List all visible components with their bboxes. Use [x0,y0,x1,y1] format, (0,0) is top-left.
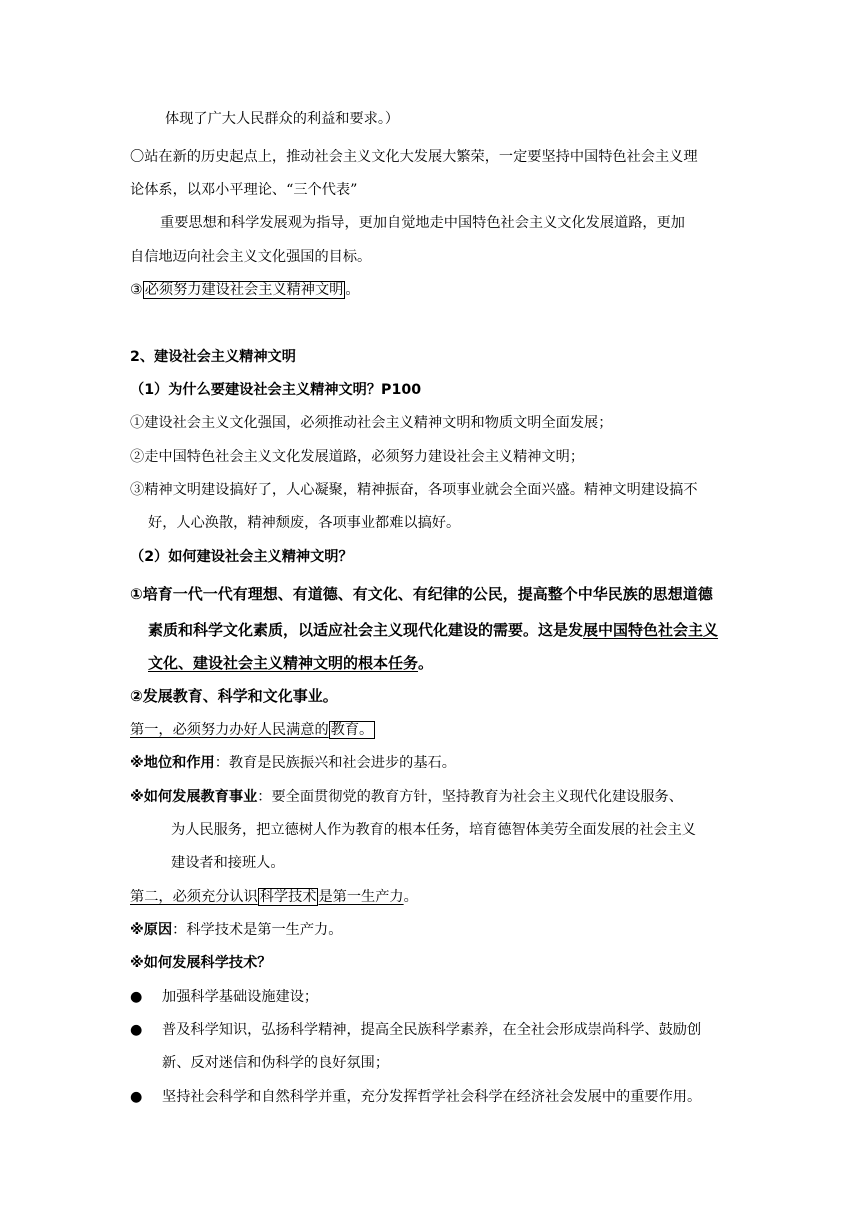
text-line: 重要思想和科学发展观为指导，更加自觉地走中国特色社会主义文化发展道路，更加 [160,215,685,231]
text-line: 体现了广大人民群众的利益和要求。） [165,111,400,127]
punctuation: 。 [345,282,360,298]
text-line: 为人民服务，把立德树人作为教育的根本任务，培育德智体美劳全面发展的社会主义 [171,822,696,838]
text-line [130,753,456,773]
bold-label: ※原因 [130,922,173,938]
text-line [130,720,375,740]
punctuation: 。 [403,889,418,905]
section-heading: 2、建设社会主义精神文明 [130,349,296,365]
bold-label: ※地位和作用 [130,755,215,771]
text-line [130,280,360,300]
boxed-text: 科学技术 [259,889,317,905]
text-line: ①建设社会主义文化强国，必须推动社会主义精神文明和物质文明全面发展； [130,415,613,431]
bullet-icon: ● [130,989,143,1005]
text-line: 好，人心涣散，精神颓废，各项事业都难以搞好。 [148,515,461,531]
text-line: ③精神文明建设搞好了，人心凝聚，精神振奋，各项事业就会全面兴盛。精神文明建设搞不 [130,482,698,498]
item-number: ③ [130,282,143,298]
list-item-continuation: 新、反对迷信和伪科学的良好氛围； [162,1055,390,1071]
text-line: ②发展教育、科学和文化事业。 [130,687,338,705]
question-heading: （2）如何建设社会主义精神文明？ [130,549,353,565]
list-item-text: 普及科学知识，弘扬科学精神，提高全民族科学素养，在全社会形成崇尚科学、鼓励创 [162,1022,702,1038]
text-line: ①培育一代一代有理想、有道德、有文化、有纪律的公民，提高整个中华民族的思想道德 [130,585,713,603]
boxed-text: 教育。 [330,722,374,738]
text-line [130,787,683,807]
text-line [130,920,342,940]
text-span: 素质和科学文化素质，以适应社会主义现代化建设的需要。这是发 [148,621,584,639]
text-line: ②走中国特色社会主义文化发展道路，必须努力建设社会主义精神文明； [130,449,585,465]
text-line: 自信地迈向社会主义文化强国的目标。 [130,249,372,265]
text-span: ：教育是民族振兴和社会进步的基石。 [214,755,456,771]
text-line [148,620,718,640]
boxed-text: 必须努力建设社会主义精神文明 [144,282,344,298]
text-line [148,653,433,673]
text-line: 〇站在新的历史起点上，推动社会主义文化大发展大繁荣，一定要坚持中国特色社会主义理 [130,149,698,165]
underlined-text: 是第一生产力 [318,889,404,905]
underlined-text: 文化、建设社会主义精神文明的根本任务 [148,654,419,672]
text-line [130,887,418,907]
list-item [0,1087,860,1107]
underlined-text: 第一，必须努力办好人民满意的 [130,722,329,738]
text-span: ：科学技术是第一生产力。 [172,922,343,938]
bullet-icon: ● [130,1089,143,1105]
bullet-icon: ● [130,1022,143,1038]
underlined-text: 展中国特色社会主义 [583,621,719,639]
text-line: 论体系，以邓小平理论、“三个代表” [130,182,358,198]
bold-label: ※如何发展教育事业 [130,789,258,805]
text-line: 建设者和接班人。 [171,855,285,871]
list-item [0,987,860,1007]
question-heading: （1）为什么要建设社会主义精神文明？P100 [130,382,422,398]
list-item-text: 坚持社会科学和自然科学并重，充分发挥哲学社会科学在经济社会发展中的重要作用。 [162,1089,702,1105]
question-heading: ※如何发展科学技术？ [130,955,272,971]
list-item [0,1020,860,1040]
text-span: ：要全面贯彻党的教育方针，坚持教育为社会主义现代化建设服务、 [257,789,683,805]
punctuation: 。 [418,654,434,672]
list-item-text: 加强科学基础设施建设； [162,989,319,1005]
underlined-text: 第二，必须充分认识 [130,889,258,905]
